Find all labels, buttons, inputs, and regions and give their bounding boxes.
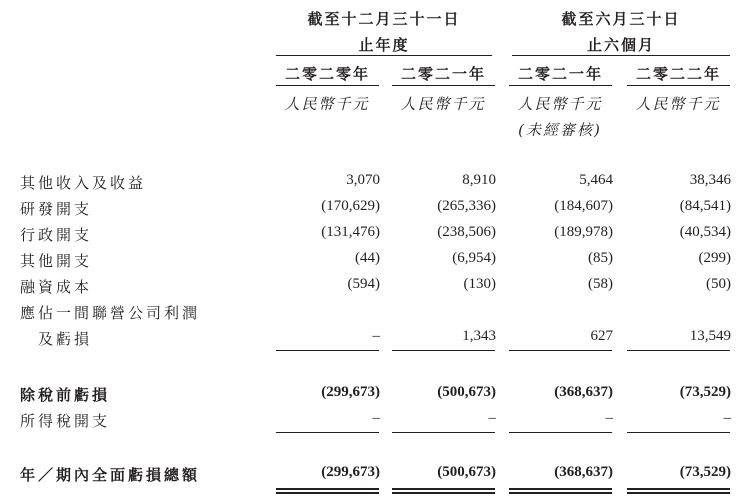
row-value: (265,336) xyxy=(437,198,496,214)
row-label: 其他收入及收益 xyxy=(20,174,147,192)
row-value: – xyxy=(372,410,380,426)
row-value: – xyxy=(488,410,496,426)
row-value: 627 xyxy=(590,328,613,344)
row-label: 除稅前虧損 xyxy=(20,386,111,404)
row-value: (594) xyxy=(347,276,380,292)
row-value: (184,607) xyxy=(554,198,613,214)
period-header-halfyear-rule xyxy=(512,55,730,56)
row-value: (84,541) xyxy=(679,198,731,214)
column-unit: 人民幣千元 xyxy=(635,95,721,113)
period-header-year-rule xyxy=(276,55,492,56)
row-value: (299) xyxy=(698,250,731,266)
subtotal-rule xyxy=(509,350,612,351)
row-value: (500,673) xyxy=(437,384,496,400)
column-year: 二零二一年 xyxy=(400,65,486,83)
column-year: 二零二一年 xyxy=(517,65,603,83)
row-value: (131,476) xyxy=(321,224,380,240)
row-value: (73,529) xyxy=(679,464,731,480)
row-value: (299,673) xyxy=(321,464,380,480)
row-value: – xyxy=(372,328,380,344)
row-label: 年／期內全面虧損總額 xyxy=(20,466,201,484)
row-value: 3,070 xyxy=(346,172,380,188)
row-value: (40,534) xyxy=(679,224,731,240)
row-value: (50) xyxy=(706,276,731,292)
row-label: 其他開支 xyxy=(20,252,93,270)
row-value: (238,506) xyxy=(437,224,496,240)
row-value: 1,343 xyxy=(462,328,496,344)
period-header-year-line2: 止年度 xyxy=(358,36,410,54)
row-value: (170,629) xyxy=(321,198,380,214)
row-value: – xyxy=(605,410,613,426)
tax-rule xyxy=(392,432,495,433)
subtotal-rule xyxy=(627,350,730,351)
subtotal-rule xyxy=(276,350,379,351)
column-unit: 人民幣千元 xyxy=(284,95,370,113)
row-value: 13,549 xyxy=(689,328,731,344)
row-value: (368,637) xyxy=(554,464,613,480)
row-value: (299,673) xyxy=(321,384,380,400)
period-header-halfyear-line1: 截至六月三十日 xyxy=(561,10,681,28)
row-value: 38,346 xyxy=(689,172,731,188)
tax-rule xyxy=(627,432,730,433)
row-label: 融資成本 xyxy=(20,278,93,296)
total-double-rule xyxy=(627,488,730,494)
tax-rule xyxy=(509,432,612,433)
row-label-continued: 及虧損 xyxy=(38,330,93,348)
row-label: 行政開支 xyxy=(20,226,93,244)
column-year-rule xyxy=(627,85,730,86)
column-year-rule xyxy=(392,85,495,86)
period-header-halfyear-line2: 止六個月 xyxy=(586,36,655,54)
row-value: (189,978) xyxy=(554,224,613,240)
row-value: (500,673) xyxy=(437,464,496,480)
row-value: (368,637) xyxy=(554,384,613,400)
row-label: 所得稅開支 xyxy=(20,412,111,430)
column-year: 二零二二年 xyxy=(635,65,721,83)
total-double-rule xyxy=(509,488,612,494)
row-label: 研發開支 xyxy=(20,200,93,218)
period-header-year-line1: 截至十二月三十一日 xyxy=(307,10,461,28)
total-double-rule xyxy=(392,488,495,494)
row-value: (73,529) xyxy=(679,384,731,400)
row-value: (130) xyxy=(463,276,496,292)
row-value: (85) xyxy=(588,250,613,266)
row-value: 8,910 xyxy=(462,172,496,188)
column-year: 二零二零年 xyxy=(284,65,370,83)
total-double-rule xyxy=(276,488,379,494)
row-value: (44) xyxy=(355,250,380,266)
subtotal-rule xyxy=(392,350,495,351)
row-value: – xyxy=(723,410,731,426)
row-value: 5,464 xyxy=(579,172,613,188)
row-value: (58) xyxy=(588,276,613,292)
column-unit: 人民幣千元 xyxy=(400,95,486,113)
column-note-unaudited: (未經審核) xyxy=(518,121,602,139)
row-value: (6,954) xyxy=(452,250,496,266)
column-year-rule xyxy=(509,85,612,86)
column-unit: 人民幣千元 xyxy=(517,95,603,113)
column-year-rule xyxy=(276,85,379,86)
tax-rule xyxy=(276,432,379,433)
row-label: 應佔一間聯營公司利潤 xyxy=(20,304,201,322)
